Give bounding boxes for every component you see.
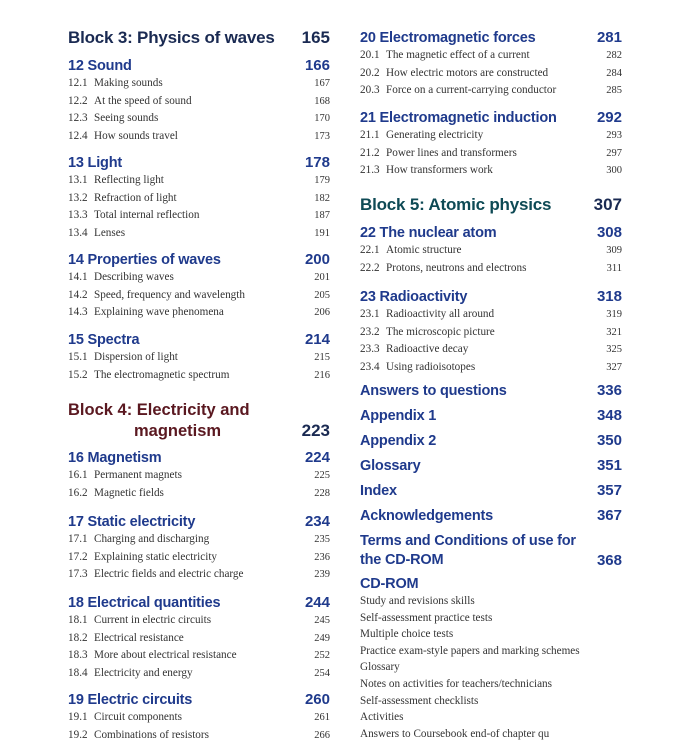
chapter-heading [360, 288, 622, 305]
section-id: 18.1 [68, 614, 88, 626]
section-title: The microscopic picture [386, 325, 495, 338]
section-page: 215 [314, 352, 330, 363]
acknowledgements-page: 367 [596, 507, 622, 524]
section-id: 13.4 [68, 226, 88, 239]
terms-title [360, 532, 576, 570]
section-id: 17.2 [68, 550, 88, 563]
section-title: Electricity and energy [94, 666, 193, 679]
chapter-19 [68, 691, 330, 744]
section-id: 13.3 [68, 209, 88, 222]
terms-page: 368 [596, 552, 622, 569]
section-row [68, 269, 330, 287]
section-id: 12.1 [68, 77, 88, 89]
section-title: At the speed of sound [94, 94, 192, 107]
section-title: Total internal reflection [94, 209, 200, 222]
section-id: 23.1 [360, 308, 380, 320]
section-id: 18.2 [68, 631, 88, 644]
section-page: 321 [606, 326, 622, 338]
chapter-12 [68, 57, 330, 145]
block5-title: Block 5: Atomic physics [360, 195, 552, 214]
block3-page: 165 [301, 28, 330, 47]
chapter-heading [360, 109, 622, 126]
section-id: 18.4 [68, 666, 88, 679]
section-row [360, 47, 622, 65]
section-title: Generating electricity [386, 129, 484, 141]
block3-title: Block 3: Physics of waves [68, 28, 275, 47]
chapter-22 [360, 224, 622, 277]
section-row [68, 665, 330, 683]
section-page: 249 [314, 632, 330, 644]
section-row [360, 127, 622, 145]
chapter-title: 22 The nuclear atom [360, 225, 497, 241]
section-row [68, 287, 330, 305]
section-id: 19.1 [68, 711, 88, 723]
section-row [68, 304, 330, 322]
section-title: Explaining static electricity [94, 550, 218, 563]
section-title: Explaining wave phenomena [94, 306, 224, 319]
section-title: Radioactivity all around [386, 308, 495, 320]
section-title: Power lines and transformers [386, 146, 517, 159]
section-page: 239 [314, 569, 330, 581]
section-page: 261 [314, 712, 330, 723]
section-title: Dispersion of light [94, 351, 178, 363]
section-id: 20.2 [360, 66, 380, 79]
section-id: 23.3 [360, 343, 380, 356]
section-id: 12.4 [68, 129, 88, 142]
chapter-title: 14 Properties of waves [68, 252, 221, 268]
section-page: 245 [314, 615, 330, 626]
section-page: 297 [606, 147, 622, 159]
section-id: 16.1 [68, 469, 88, 481]
section-title: How transformers work [386, 164, 493, 177]
section-row [68, 172, 330, 190]
cdrom-item: Answers to Coursebook end-of chapter qu [360, 727, 550, 740]
section-id: 20.3 [360, 84, 380, 97]
section-title: Lenses [94, 226, 126, 239]
section-title: The electromagnetic spectrum [94, 368, 230, 381]
section-page: 325 [606, 344, 622, 356]
section-page: 311 [606, 262, 622, 274]
chapter-18 [68, 594, 330, 682]
block3-heading [68, 28, 330, 48]
section-title: Describing waves [94, 271, 174, 283]
section-row [360, 306, 622, 324]
appendix2-entry [360, 432, 622, 449]
section-id: 17.3 [68, 568, 88, 581]
section-id: 14.1 [68, 271, 88, 283]
section-row [68, 110, 330, 128]
chapter-page: 234 [304, 513, 330, 530]
section-page: 235 [314, 534, 330, 545]
section-row [360, 324, 622, 342]
section-title: Refraction of light [94, 191, 177, 204]
section-id: 14.3 [68, 306, 88, 319]
chapter-21 [360, 109, 622, 180]
section-row [360, 341, 622, 359]
chapter-page: 224 [304, 449, 330, 466]
cdrom-item: Glossary [360, 661, 400, 674]
section-page: 182 [314, 192, 330, 204]
chapter-heading [68, 331, 330, 348]
cdrom-item: Activities [360, 711, 404, 724]
section-page: 205 [314, 289, 330, 301]
section-page: 284 [606, 67, 622, 79]
section-title: Using radioisotopes [386, 360, 476, 373]
section-title: Combinations of resistors [94, 728, 209, 741]
section-row [68, 207, 330, 225]
section-page: 216 [314, 369, 330, 381]
section-row [68, 485, 330, 503]
section-page: 285 [606, 85, 622, 97]
cdrom-section [360, 576, 660, 742]
chapter-heading [68, 691, 330, 708]
answers-entry [360, 382, 622, 399]
chapter-heading [68, 449, 330, 466]
section-id: 14.2 [68, 288, 88, 301]
glossary-page: 351 [596, 457, 622, 474]
block4-page: 223 [301, 421, 330, 440]
chapter-title: 16 Magnetism [68, 450, 162, 466]
glossary-entry [360, 457, 622, 474]
section-title: More about electrical resistance [94, 649, 237, 662]
section-title: Reflecting light [94, 174, 164, 186]
block4-title-line2: magnetism [134, 422, 222, 440]
chapter-page: 178 [304, 154, 330, 171]
section-page: 293 [606, 130, 622, 141]
section-page: 168 [314, 95, 330, 107]
section-row [68, 612, 330, 630]
section-title: Seeing sounds [94, 112, 159, 125]
section-title: Protons, neutrons and electrons [386, 261, 527, 274]
chapter-23 [360, 288, 622, 376]
chapter-heading [360, 29, 622, 46]
index-entry [360, 482, 622, 499]
chapter-title: 20 Electromagnetic forces [360, 30, 536, 46]
section-title: Making sounds [94, 77, 163, 89]
chapter-heading [68, 154, 330, 171]
chapter-title: 23 Radioactivity [360, 289, 468, 305]
section-title: Permanent magnets [94, 469, 182, 481]
chapter-17 [68, 513, 330, 584]
section-id: 15.2 [68, 368, 88, 381]
section-row [360, 82, 622, 100]
section-page: 236 [314, 551, 330, 563]
acknowledgements-title: Acknowledgements [360, 508, 493, 524]
chapter-title: 12 Sound [68, 58, 132, 74]
section-page: 327 [606, 361, 622, 373]
section-page: 225 [314, 470, 330, 481]
cdrom-item: Multiple choice tests [360, 628, 454, 641]
chapter-heading [68, 513, 330, 530]
section-row [360, 65, 622, 83]
section-row [68, 630, 330, 648]
section-id: 16.2 [68, 486, 88, 499]
chapter-page: 244 [304, 594, 330, 611]
section-title: Circuit components [94, 711, 182, 723]
section-title: Current in electric circuits [94, 614, 212, 626]
section-id: 15.1 [68, 351, 88, 363]
section-id: 21.2 [360, 146, 380, 159]
section-title: Radioactive decay [386, 343, 469, 356]
appendix2-page: 350 [596, 432, 622, 449]
section-title: How sounds travel [94, 129, 178, 142]
section-title: Atomic structure [386, 244, 462, 256]
section-page: 319 [606, 309, 622, 320]
block4-title-line1: Block 4: Electricity and [68, 401, 250, 419]
index-page: 357 [596, 482, 622, 499]
chapter-title: 18 Electrical quantities [68, 595, 221, 611]
section-id: 22.1 [360, 244, 380, 256]
chapter-title: 15 Spectra [68, 332, 140, 348]
section-row [68, 467, 330, 485]
section-row [68, 367, 330, 385]
section-page: 309 [606, 245, 622, 256]
section-page: 191 [314, 227, 330, 239]
cdrom-title: CD-ROM [360, 576, 419, 592]
appendix1-title: Appendix 1 [360, 408, 437, 424]
chapter-page: 260 [304, 691, 330, 708]
section-title: Force on a current-carrying conductor [386, 84, 557, 97]
block5-heading [360, 195, 622, 215]
section-id: 19.2 [68, 728, 88, 741]
section-title: How electric motors are constructed [386, 66, 549, 79]
chapter-page: 166 [304, 57, 330, 74]
answers-page: 336 [596, 382, 622, 399]
section-row [68, 190, 330, 208]
section-id: 13.2 [68, 191, 88, 204]
block4-title [68, 400, 250, 442]
section-title: Electric fields and electric charge [94, 568, 244, 581]
section-page: 282 [606, 50, 622, 61]
chapter-page: 214 [304, 331, 330, 348]
appendix1-entry [360, 407, 622, 424]
section-row [68, 349, 330, 367]
section-page: 252 [314, 650, 330, 662]
section-page: 187 [314, 210, 330, 222]
glossary-title: Glossary [360, 458, 421, 474]
chapter-20 [360, 29, 622, 100]
terms-title-line1: Terms and Conditions of use for [360, 533, 576, 549]
section-row [68, 531, 330, 549]
chapter-page: 292 [596, 109, 622, 126]
section-id: 12.2 [68, 94, 88, 107]
section-page: 206 [314, 307, 330, 319]
chapter-page: 281 [596, 29, 622, 46]
section-id: 20.1 [360, 49, 380, 61]
chapter-title: 17 Static electricity [68, 514, 196, 530]
block4-heading [68, 400, 330, 442]
section-id: 13.1 [68, 174, 88, 186]
block5-page: 307 [593, 195, 622, 214]
section-title: Electrical resistance [94, 631, 184, 644]
section-row [360, 260, 622, 278]
bottom-crop-fade [0, 742, 677, 750]
section-page: 170 [314, 113, 330, 125]
section-page: 300 [606, 165, 622, 177]
acknowledgements-entry [360, 507, 622, 524]
chapter-heading [360, 224, 622, 241]
section-id: 23.2 [360, 325, 380, 338]
section-row [68, 75, 330, 93]
chapter-title: 21 Electromagnetic induction [360, 110, 557, 126]
section-page: 266 [314, 729, 330, 741]
section-row [68, 709, 330, 727]
section-title: Speed, frequency and wavelength [94, 288, 245, 301]
answers-title: Answers to questions [360, 383, 507, 399]
section-row [360, 162, 622, 180]
terms-title-line2: the CD-ROM [360, 552, 444, 568]
section-id: 18.3 [68, 649, 88, 662]
chapter-page: 308 [596, 224, 622, 241]
section-title: Charging and discharging [94, 533, 210, 545]
appendix2-title: Appendix 2 [360, 433, 437, 449]
terms-entry [360, 532, 622, 570]
section-page: 201 [314, 272, 330, 283]
chapter-16 [68, 449, 330, 502]
section-row [68, 647, 330, 665]
section-id: 17.1 [68, 533, 88, 545]
cdrom-item: Study and revisions skills [360, 595, 475, 607]
index-title: Index [360, 483, 397, 499]
section-title: The magnetic effect of a current [386, 49, 530, 61]
section-id: 23.4 [360, 360, 380, 373]
section-row [68, 93, 330, 111]
chapter-14 [68, 251, 330, 322]
cdrom-item: Self-assessment practice tests [360, 611, 493, 624]
section-id: 21.1 [360, 129, 380, 141]
section-row [68, 549, 330, 567]
chapter-page: 200 [304, 251, 330, 268]
section-page: 179 [314, 175, 330, 186]
cdrom-item: Practice exam-style papers and marking schemes [360, 644, 580, 657]
section-id: 21.3 [360, 164, 380, 177]
chapter-heading [68, 594, 330, 611]
section-page: 254 [314, 667, 330, 679]
chapter-title: 19 Electric circuits [68, 692, 193, 708]
section-row [360, 359, 622, 377]
section-id: 12.3 [68, 112, 88, 125]
section-page: 173 [314, 130, 330, 142]
cdrom-item: Self-assessment checklists [360, 694, 479, 707]
chapter-13 [68, 154, 330, 242]
chapter-title: 13 Light [68, 155, 122, 171]
chapter-heading [68, 57, 330, 74]
appendix1-page: 348 [596, 407, 622, 424]
section-row [360, 145, 622, 163]
chapter-page: 318 [596, 288, 622, 305]
section-row [68, 225, 330, 243]
section-page: 167 [314, 78, 330, 89]
section-row [360, 242, 622, 260]
cdrom-item: Notes on activities for teachers/technicians [360, 677, 552, 690]
section-row [68, 128, 330, 146]
chapter-15 [68, 331, 330, 384]
section-title: Magnetic fields [94, 486, 164, 499]
section-id: 22.2 [360, 261, 380, 274]
chapter-heading [68, 251, 330, 268]
section-page: 228 [314, 487, 330, 499]
section-row [68, 566, 330, 584]
